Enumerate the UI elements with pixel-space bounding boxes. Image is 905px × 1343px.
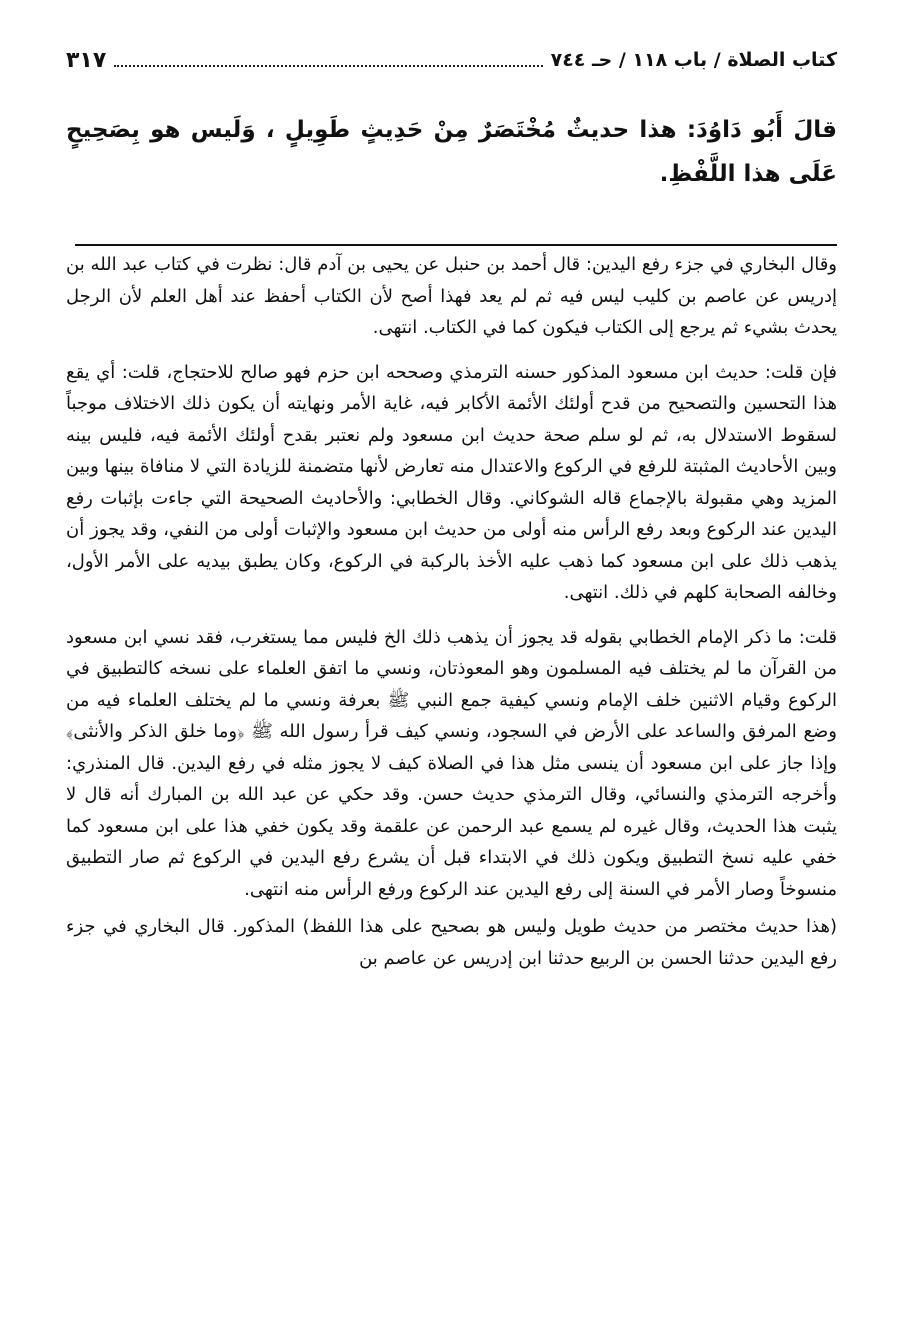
commentary	[66, 249, 837, 974]
leader-dots	[114, 65, 542, 67]
running-header	[66, 40, 837, 80]
commentary-paragraph: (هذا حديث مختصر من حديث طويل وليس هو بصحيح على هذا اللفظ) المذكور. قال البخاري في جزء رفع اليدين حدثنا الحسن بن الربيع حدثنا ابن إدريس عن عاصم بن	[66, 916, 837, 969]
chapter-title: كتاب الصلاة / باب ١١٨ / حـ ٧٤٤	[550, 49, 837, 71]
commentary-paragraph: فإن قلت: حديث ابن مسعود المذكور حسنه الترمذي وصححه ابن حزم فهو صالح للاحتجاج، قلت: أي يقع هذا التحسين والتصحيح من قدح أولئك الأئمة الأكابر فيه، غاية الأمر ونهايته أن يكون ذلك الاختلاف موجباً لسقوط الاستدلال به، ثم لو سلم صحة حديث ابن مسعود ولم نعتبر بقدح أولئك الأئمة فيه، فليس بينه وبين الأحاديث المثبتة للرفع في الركوع والاعتدال منه تعارض لأنها متضمنة للزيادة التي لا منافاة بينها وبين المزيد وهي مقبولة بالإجماع قاله الشوكاني. وقال الخطابي: والأحاديث الصحيحة التي جاءت بإثبات رفع اليدين عند الركوع وبعد رفع الرأس منه أولى من حديث ابن مسعود والإثبات أولى من النفي، وقد يجوز أن يذهب ذلك على ابن مسعود كما ذهب عليه الأخذ بالركبة في الركوع، وكان يطبق بيديه على الأمر الأول، وخالفه الصحابة كلهم في ذلك. انتهى.	[66, 361, 837, 603]
page-number: ٣١٧	[66, 47, 107, 73]
footnote-divider	[75, 244, 837, 246]
commentary-paragraph: قلت: ما ذكر الإمام الخطابي بقوله قد يجوز أن يذهب ذلك الخ فليس مما يستغرب، فقد نسي ابن مسعود من القرآن ما لم يختلف فيه المسلمون وهو المعوذتان، ونسي ما اتفق العلماء على نسخه كالتطبيق في الركوع وقيام الاثنين خلف الإمام ونسي كيفية جمع النبي ﷺ بعرفة ونسي ما لم يختلف العلماء فيه من وضع المرفق والساعد على الأرض في السجود، ونسي كيف قرأ رسول الله ﷺ ﴿وما خلق الذكر والأنثى﴾ وإذا جاز على ابن مسعود أن ينسى مثل هذا في الصلاة كيف لا يجوز مثله في رفع اليدين. قال المنذري: وأخرجه الترمذي والنسائي، وقال الترمذي حديث حسن. وقد حكي عن عبد الله بن المبارك أنه قال لا يثبت هذا الحديث، وقال غيره لم يسمع عبد الرحمن عن علقمة وقد يكون خفي هذا على ابن مسعود كما خفي عليه نسخ التطبيق ويكون ذلك في الابتداء قبل أن يشرع رفع اليدين في الركوع ثم صار التطبيق منسوخاً وصار الأمر في السنة إلى رفع اليدين عند الركوع ورفع الرأس منه انتهى.	[66, 626, 837, 900]
commentary-paragraph: وقال البخاري في جزء رفع اليدين: قال أحمد بن حنبل عن يحيى بن آدم قال: نظرت في كتاب عبد الله بن إدريس عن عاصم بن كليب ليس فيه ثم لم يعد فهذا أصح لأن الكتاب أحفظ عند أهل العلم لأن الرجل يحدث بشيء ثم يرجع إلى الكتاب فيكون كما في الكتاب. انتهى.	[66, 254, 837, 338]
hadith-main-text: قالَ أَبُو دَاوُدَ: هذا حديثٌ مُخْتَصَرٌ مِنْ حَدِيثٍ طَوِيلٍ ، وَلَيس هو بِصَحِيحٍ عَلَى هذا اللَّفْظِ.	[66, 117, 837, 187]
